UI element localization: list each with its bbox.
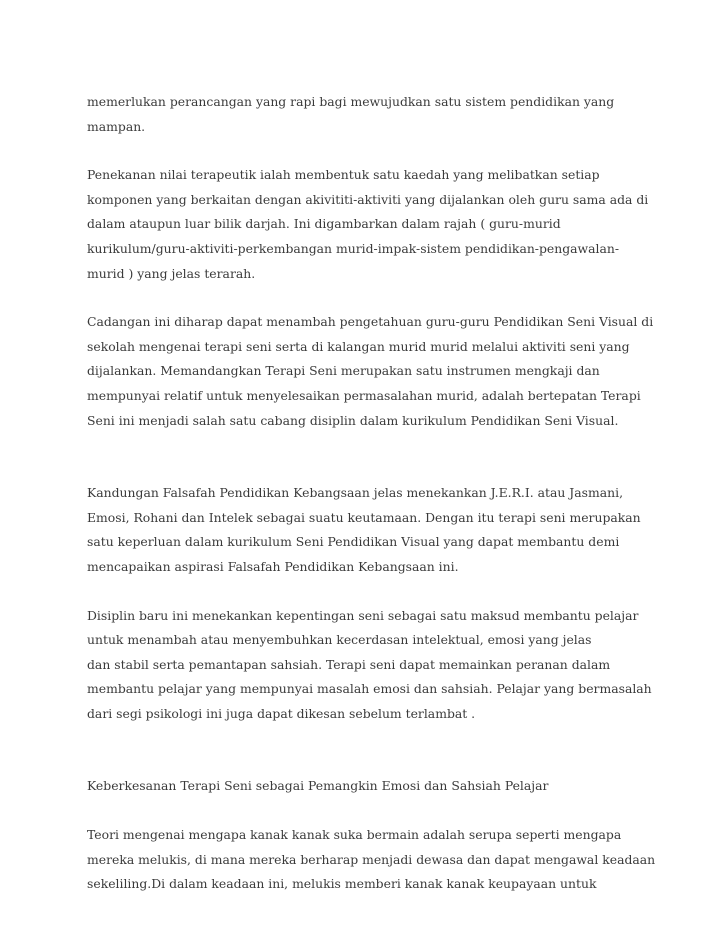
text-line: Keberkesanan Terapi Seni sebagai Pemangkin Emosi dan Sahsiah Pelajar [87, 778, 549, 794]
text-line: memerlukan perancangan yang rapi bagi mewujudkan satu sistem pendidikan yang [87, 94, 615, 109]
text-line: dalam ataupun luar bilik darjah. Ini digambarkan dalam rajah ( guru-murid [87, 216, 561, 232]
text-line: komponen yang berkaitan dengan akivititi-aktiviti yang dijalankan oleh guru sama ada di [87, 191, 649, 207]
text-line: Seni ini menjadi salah satu cabang disiplin dalam kurikulum Pendidikan Seni Visual. [87, 412, 619, 428]
text-line: Teori mengenai mengapa kanak kanak suka bermain adalah serupa seperti mengapa [87, 827, 622, 843]
text-line: Penekanan nilai terapeutik ialah membentuk satu kaedah yang melibatkan setiap [87, 167, 600, 183]
text-line: satu keperluan dalam kurikulum Seni Pendidikan Visual yang dapat membantu demi [87, 534, 620, 550]
paragraph [87, 774, 653, 799]
text-line: mencapaikan aspirasi Falsafah Pendidikan Kebangsaan ini. [87, 558, 459, 574]
paragraph [87, 90, 653, 139]
text-line: mereka melukis, di mana mereka berharap menjadi dewasa dan dapat mengawal keadaan [87, 851, 656, 867]
text-line: Disiplin baru ini menekankan kepentingan seni sebagai satu maksud membantu pelajar [87, 607, 639, 623]
text-line: Kandungan Falsafah Pendidikan Kebangsaan jelas menekankan J.E.R.I. atau Jasmani, [87, 485, 624, 501]
paragraph [87, 823, 656, 897]
paragraph-spacer [87, 286, 653, 310]
text-line: untuk menambah atau menyembuhkan kecerdasan intelektual, emosi yang jelas [87, 632, 592, 648]
paragraph-spacer [87, 139, 653, 163]
text-line: sekolah mengenai terapi seni serta di kalangan murid murid melalui aktiviti seni yang [87, 338, 630, 354]
paragraph-spacer [87, 433, 653, 481]
text-line: mempunyai relatif untuk menyelesaikan permasalahan murid, adalah bertepatan Terapi [87, 387, 641, 403]
paragraph-spacer [87, 726, 653, 774]
text-line: kurikulum/guru-aktiviti-perkembangan murid-impak-sistem pendidikan-pengawalan- [87, 240, 620, 256]
paragraph [87, 604, 653, 727]
text-line: dan stabil serta pemantapan sahsiah. Terapi seni dapat memainkan peranan dalam [87, 656, 611, 672]
text-line: membantu pelajar yang mempunyai masalah emosi dan sahsiah. Pelajar yang bermasalah [87, 681, 652, 697]
text-line: dari segi psikologi ini juga dapat dikesan sebelum terlambat . [87, 705, 476, 721]
paragraph [87, 481, 653, 579]
paragraph [87, 310, 653, 433]
text-line: dijalankan. Memandangkan Terapi Seni merupakan satu instrumen mengkaji dan [87, 363, 600, 379]
text-line: Emosi, Rohani dan Intelek sebagai suatu keutamaan. Dengan itu terapi seni merupakan [87, 509, 641, 525]
text-line: mampan. [87, 118, 146, 134]
paragraph [87, 163, 653, 286]
text-line: Cadangan ini diharap dapat menambah pengetahuan guru-guru Pendidikan Seni Visual di [87, 314, 654, 330]
paragraph-spacer [87, 799, 653, 823]
text-line: sekeliling.Di dalam keadaan ini, melukis memberi kanak kanak keupayaan untuk [87, 876, 597, 892]
paragraph-spacer [87, 580, 653, 604]
text-line: murid ) yang jelas terarah. [87, 265, 256, 281]
document-body [87, 90, 656, 897]
